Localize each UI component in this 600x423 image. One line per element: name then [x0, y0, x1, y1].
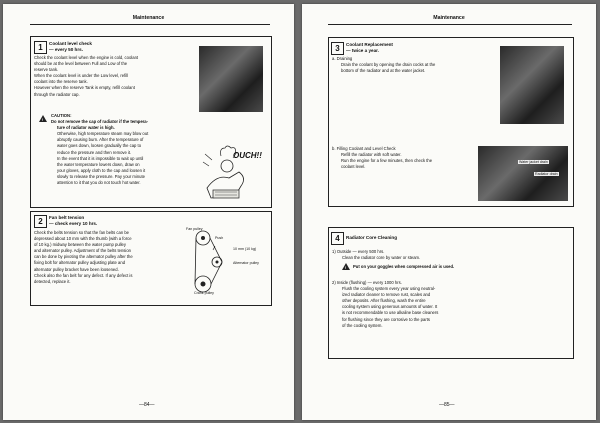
label-alternator-pulley: Alternator pulley — [233, 261, 259, 265]
text-line: In the event that it is impossible to wait up until — [57, 155, 144, 161]
text-line: ized radiator cleaner to remove rust, scales and — [342, 292, 431, 298]
draining-heading: a. Draining — [332, 56, 353, 61]
outside-cleaning-block — [332, 249, 567, 261]
draining-block — [332, 56, 492, 74]
page-header: Maintenance — [132, 15, 165, 21]
label-water-jacket-drain: Water jacket drain — [519, 160, 548, 164]
drain-cock-photo — [500, 46, 564, 124]
cartoon-exclamation: OUCH!! — [233, 151, 262, 160]
caution-icon — [39, 115, 47, 122]
text-line: alternator pulley bracket have been loosened. — [34, 266, 119, 272]
text-line: and alternator pulley. Adjustment of the belts tension — [34, 248, 131, 254]
text-line: Otherwise, high temperature steam may blow out — [57, 131, 149, 137]
text-line: your gloves, apply cloth to the cap and loosen it — [57, 167, 146, 173]
text-line: slowly to release the pressure. Pay your minute — [57, 173, 145, 179]
text-line: bottom of the radiator and at the water jacket. — [341, 68, 426, 74]
section-3-title-line: Coolant Replacement — [346, 42, 393, 47]
text-line: Refill the radiator with soft water. — [341, 152, 402, 158]
section-2-body — [34, 230, 184, 285]
caution-warning: ture of radiator water is high. — [57, 125, 115, 131]
outside-heading: 1) Outside — every 500 hrs. — [332, 249, 385, 254]
warning-icon — [342, 263, 350, 270]
section-1-body — [34, 55, 184, 98]
text-line: cooling system using generous amounts of water. It — [342, 304, 438, 310]
text-line: Flush the cooling system every year using neutral- — [342, 286, 436, 292]
filling-block — [332, 146, 492, 170]
text-line: the water temperature lowers down, draw on — [57, 161, 140, 167]
filling-heading: b. Filling Coolant and Level Check — [332, 146, 396, 151]
text-line: Check the belts tension so that the fan belts can be — [34, 230, 129, 235]
caution-label: CAUTION: — [51, 113, 72, 118]
text-line: Check the coolant level when the engine is cold, coolant — [34, 55, 139, 60]
page-number: —84— — [139, 402, 155, 408]
text-line: depressed about 10 mm with the thumb (with a force — [34, 236, 132, 242]
inside-flushing-block — [332, 280, 567, 329]
header-rule — [328, 24, 572, 25]
text-line: When the coolant level is under the Low level, refill — [34, 73, 129, 79]
text-line: reduce the pressure and then remove it. — [57, 149, 132, 155]
coolant-tank-photo — [199, 46, 263, 112]
text-line: through the radiator cap. — [34, 91, 80, 97]
text-line: However when the reserve Tank is empty, refill coolant — [34, 85, 135, 91]
page-85 — [302, 4, 596, 420]
text-line: water goes down, loosen gradually the cap to — [57, 143, 142, 149]
text-line: of 10 kg.) midway between the water pump pulley — [34, 242, 126, 248]
section-1-number: 1 — [34, 41, 47, 54]
label-crank-pulley: Crank pulley — [194, 291, 214, 295]
goggles-warning: Put on your goggles when compressed air is used. — [353, 264, 455, 269]
section-4-title: Radiator Core Cleaning — [346, 235, 398, 240]
page-84 — [3, 4, 294, 420]
steam-burn-cartoon — [199, 144, 267, 202]
text-line: abruptly causing burn. After the temperature of — [57, 137, 144, 143]
section-1-interval: — every 50 hrs. — [49, 47, 83, 52]
text-line: detected, replace it. — [34, 278, 71, 284]
text-line: reserve tank. — [34, 67, 59, 73]
text-line: coolant into the reserve tank. — [34, 79, 88, 85]
section-2-title-line: Fan belt tension — [49, 215, 85, 220]
text-line: can be done by pivoting the alternator pulley after the — [34, 254, 133, 260]
text-line: other deposits. After flushing, wash the entire — [342, 298, 426, 304]
page-number: —85— — [439, 402, 455, 408]
section-3-number: 3 — [331, 42, 344, 55]
text-line: Drain the coolant by opening the drain cocks at the — [341, 62, 436, 68]
text-line: coolant level. — [341, 164, 366, 170]
text-line: fixing bolt for alternator pulley adjusting plate and — [34, 260, 126, 266]
text-line: should be at the level between Full and Low of the — [34, 61, 128, 67]
label-fan-pulley: Fan pulley — [186, 227, 203, 231]
header-rule — [30, 24, 270, 25]
text-line: Check also the fan belt for any defect. If any defect is — [34, 272, 133, 278]
section-3-title — [346, 42, 393, 54]
text-line: attention to it that you do not touch hot water. — [57, 180, 141, 186]
section-1-title-line: Coolant level check — [49, 41, 92, 46]
section-3-interval: — twice a year. — [346, 48, 379, 53]
text-line: is not recommendable to use alkaline base cleaners — [342, 310, 439, 316]
section-2-number: 2 — [34, 215, 47, 228]
caution-block — [51, 113, 191, 186]
caution-warning: Do not remove the cap of radiator if the tempera- — [51, 119, 149, 125]
section-1-title — [49, 41, 92, 53]
section-2-title — [49, 215, 97, 227]
label-10mm: 10 mm (10 kg) — [233, 247, 257, 251]
page-header: Maintenance — [433, 15, 465, 21]
text-line: of the cooling system. — [342, 322, 383, 328]
section-2-interval: — check every 10 hrs. — [49, 221, 98, 226]
inside-heading: 2) Inside (flushing) — every 1000 hrs. — [332, 280, 402, 285]
section-4-number: 4 — [331, 232, 344, 245]
label-push: Push — [215, 236, 224, 240]
text-line: Clean the radiator core by water or steam. — [342, 255, 421, 261]
text-line: for flushing since they are corrosive to the parts — [342, 316, 430, 322]
label-radiator-drain: Radiator drain — [535, 172, 558, 176]
text-line: Run the engine for a few minutes, then check the — [341, 158, 433, 164]
